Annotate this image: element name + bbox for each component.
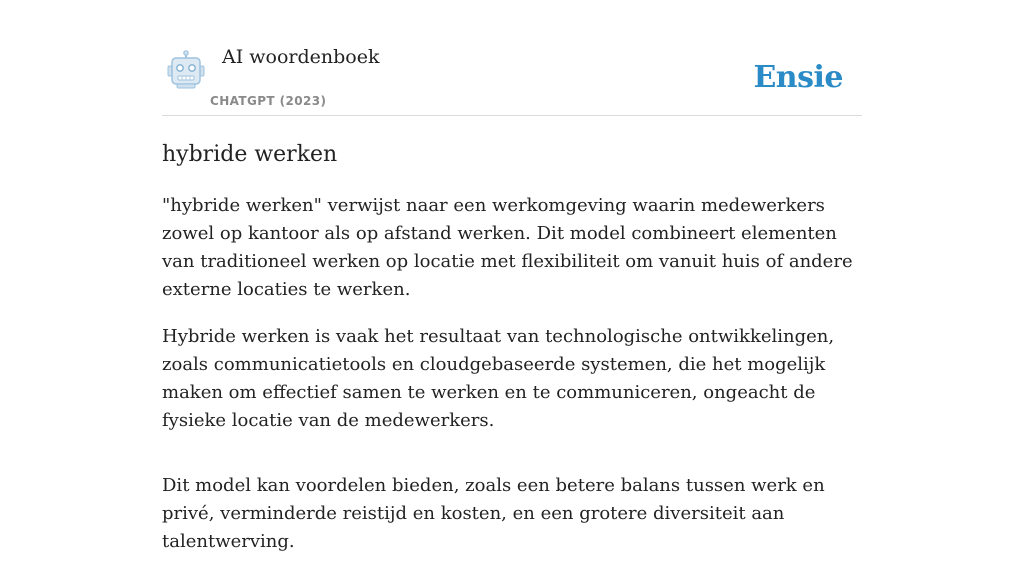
definition-paragraph: Hybride werken is vaak het resultaat van technologische ontwikkelingen, zoals communicatietools en cloudgebaseerde systemen, die het mogelijk maken om effectief samen te werken en te communiceren, ongeacht de fysieke locatie van de medewerkers. [162,326,835,431]
entry-definition [162,192,862,556]
entry-header [162,40,862,116]
robot-icon [164,50,208,90]
brand-logo[interactable]: Ensie [753,60,843,95]
entry-card [162,40,862,575]
definition-paragraph: Dit model kan voordelen bieden, zoals een betere balans tussen werk en privé, verminderde reistijd en kosten, en een grotere diversiteit aan talentwerving. [162,475,825,552]
entry-term: hybride werken [162,142,338,167]
dictionary-name[interactable]: AI woordenboek [222,46,380,68]
definition-paragraph: "hybride werken" verwijst naar een werkomgeving waarin medewerkers zowel op kantoor als op afstand werken. Dit model combineert elementen van traditioneel werken op locatie met flexibiliteit om vanuit huis of andere externe locaties te werken. [162,195,853,300]
source-label: CHATGPT (2023) [210,94,327,108]
